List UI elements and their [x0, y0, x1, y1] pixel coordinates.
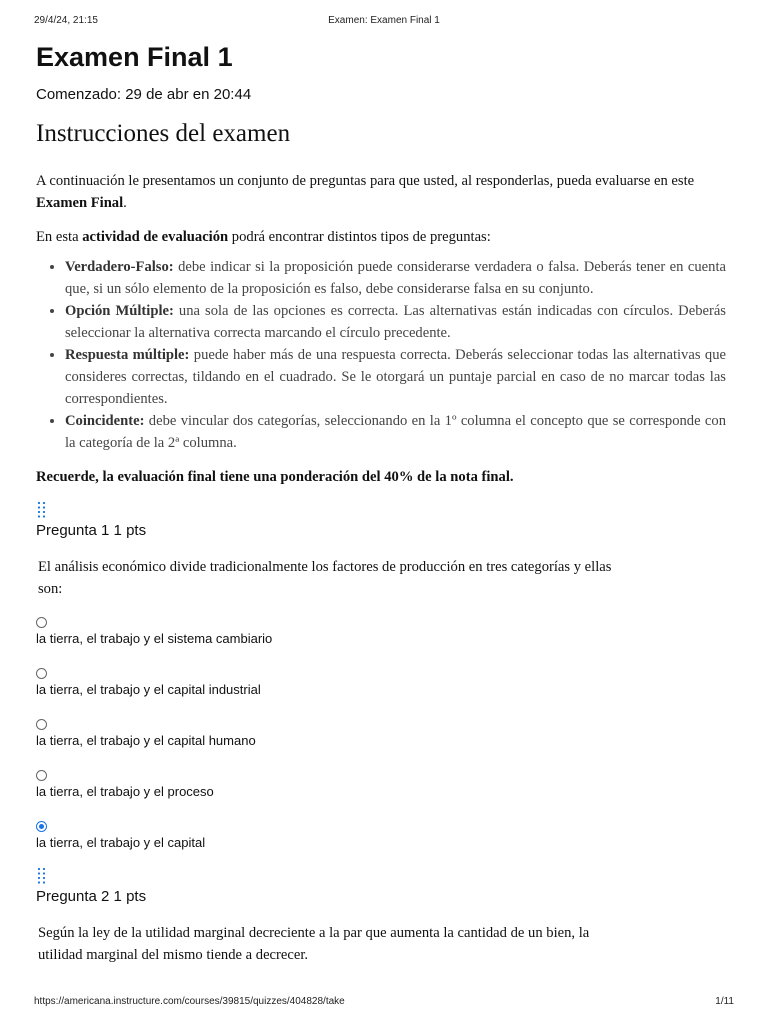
answer-option-label[interactable]: la tierra, el trabajo y el capital	[36, 835, 206, 850]
answer-options	[36, 616, 726, 871]
question-2	[36, 867, 726, 966]
answer-option	[36, 769, 726, 820]
print-page-title: Examen: Examen Final 1	[328, 15, 440, 26]
drag-handle-icon[interactable]	[36, 867, 48, 885]
radio-button-selected[interactable]	[36, 821, 47, 832]
answer-option-label[interactable]: la tierra, el trabajo y el sistema cambiario	[36, 631, 273, 646]
question-text: El análisis económico divide tradicionalmente los factores de producción en tres categorías y ellas son:	[38, 559, 612, 597]
question-header: Pregunta 1 1 pts	[36, 522, 147, 539]
exam-content	[36, 40, 726, 966]
instructions-heading: Instrucciones del examen	[36, 120, 291, 147]
exam-title: Examen Final 1	[36, 42, 233, 72]
question-type-item	[65, 410, 726, 454]
print-url: https://americana.instructure.com/courses/39815/quizzes/404828/take	[34, 996, 345, 1007]
question-type-name: Opción Múltiple:	[65, 303, 174, 319]
exam-started-time: Comenzado: 29 de abr en 20:44	[36, 86, 252, 103]
answer-option	[36, 718, 726, 769]
activity-text-2: podrá encontrar distintos tipos de preguntas:	[228, 229, 491, 245]
answer-option	[36, 667, 726, 718]
print-footer	[34, 996, 734, 1012]
question-type-item	[65, 344, 726, 410]
question-type-name: Respuesta múltiple:	[65, 347, 190, 363]
intro-text-bold: Examen Final	[36, 195, 124, 211]
question-type-desc: debe vincular dos categorías, seleccionando en la 1º columna el concepto que se corresponde con la categoría de la 2ª columna.	[65, 413, 726, 451]
question-type-item	[65, 300, 726, 344]
activity-text-bold: actividad de evaluación	[82, 229, 229, 245]
question-type-desc: debe indicar si la proposición puede considerarse verdadera o falsa. Deberás tener en cuenta que, si un sólo elemento de la proposición es falso, debe considerarse falsa en su conjunto.	[65, 259, 726, 297]
question-type-desc: puede haber más de una respuesta correcta. Deberás seleccionar todas las alternativas que consideres correctas, tildando en el cuadrado. Se le otorgará un puntaje parcial en caso de no marcar todas las correspondientes.	[65, 347, 726, 407]
answer-option-label[interactable]: la tierra, el trabajo y el capital humano	[36, 733, 256, 748]
drag-handle-icon[interactable]	[36, 501, 48, 519]
print-datetime: 29/4/24, 21:15	[34, 15, 98, 26]
answer-option-label[interactable]: la tierra, el trabajo y el capital industrial	[36, 682, 261, 697]
intro-text-1: A continuación le presentamos un conjunto de preguntas para que usted, al responderlas, pueda evaluarse en este	[36, 173, 695, 189]
question-type-desc: una sola de las opciones es correcta. Las alternativas están indicadas con círculos. Deberás seleccionar la alternativa correcta marcando el círculo precedente.	[65, 303, 726, 341]
instructions-activity	[36, 226, 726, 248]
activity-text-1: En esta	[36, 229, 83, 245]
instructions-intro	[36, 170, 726, 214]
weighting-note: Recuerde, la evaluación final tiene una ponderación del 40% de la nota final.	[36, 469, 514, 485]
answer-option	[36, 820, 726, 871]
question-type-name: Verdadero-Falso:	[65, 259, 174, 275]
answer-option	[36, 616, 726, 667]
radio-button[interactable]	[36, 770, 47, 781]
radio-button[interactable]	[36, 719, 47, 730]
intro-text-2: .	[123, 195, 127, 211]
print-header	[34, 15, 734, 31]
question-header: Pregunta 2 1 pts	[36, 888, 147, 905]
question-types-list	[36, 256, 726, 454]
radio-button[interactable]	[36, 617, 47, 628]
radio-button[interactable]	[36, 668, 47, 679]
question-type-item	[65, 256, 726, 300]
question-text: Según la ley de la utilidad marginal decreciente a la par que aumenta la cantidad de un bien, la utilidad marginal del mismo tiende a decrecer.	[38, 925, 590, 963]
question-1	[36, 501, 726, 871]
answer-option-label[interactable]: la tierra, el trabajo y el proceso	[36, 784, 214, 799]
print-page-number: 1/11	[715, 996, 734, 1007]
question-type-name: Coincidente:	[65, 413, 145, 429]
